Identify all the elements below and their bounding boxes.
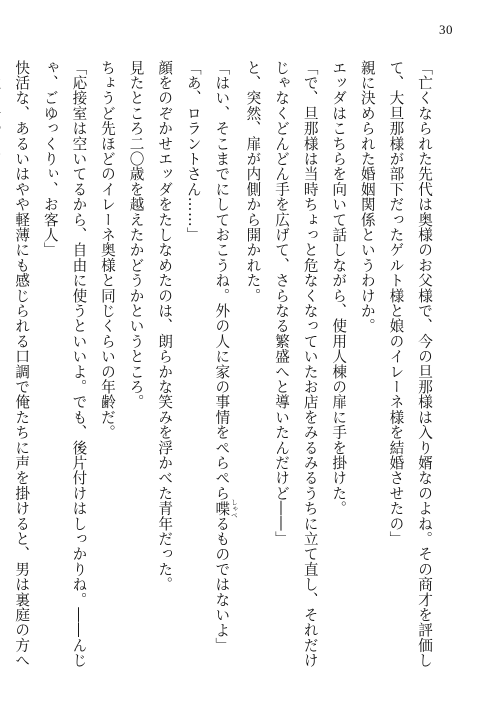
page-number: 30 xyxy=(439,22,453,37)
text-line: 「亡くなられた先代は奥様のお父様で、今の旦那様は入り婿なのよね。その商才を評価して、大旦那様が部下だったゲルト様と娘のイレーネ様を結婚させたの」 xyxy=(387,60,433,668)
text-line: と、突然、扉が内側から開かれた。 xyxy=(244,60,262,304)
ruby-reading: しゃべ xyxy=(229,498,238,519)
text-line: 「応接室は空いてるから、自由に使うといいよ。でも、後片付けはしっかりね。――んじゃ、ごゆっくりぃ、お客人」 xyxy=(41,60,88,668)
ruby-word xyxy=(213,498,238,519)
ruby-base: 喋 xyxy=(213,498,231,519)
text-line: ちょうど先ほどのイレーネ奥様と同じくらいの年齢だ。 xyxy=(98,60,116,440)
text-line: 快活な、あるいはやや軽薄にも感じられる口調で俺たちに声を掛けると、男は裏庭の方へ xyxy=(13,60,31,668)
text-fragment: 「はい、そこまでにしておこうね。外の人に家の事情をぺらぺら xyxy=(213,60,231,501)
text-line xyxy=(207,60,238,672)
text-line: 見たところ二〇歳を越えたかどうかというところ。 xyxy=(127,60,145,410)
text-line: 「で、旦那様は当時ちょっと危なくなっていたお店をみるみるうちに立て直し、それだけじゃなくどんどん手を広げて、さらなる繁盛へと導いたんだけど――」 xyxy=(273,60,319,668)
text-fragment: るものではないよ」 xyxy=(213,516,231,653)
vertical-text-body xyxy=(0,60,438,672)
text-line: 顔をのぞかせエッダをたしなめたのは、朗らかな笑みを浮かべた青年だった。 xyxy=(156,60,174,592)
text-line: 親に決められた婚姻関係というわけか。 xyxy=(358,60,376,334)
text-line: エッダはこちらを向いて話しながら、使用人棟の扉に手を掛けた。 xyxy=(330,60,348,516)
text-line: 「あ、ロラントさん……」 xyxy=(184,60,202,243)
